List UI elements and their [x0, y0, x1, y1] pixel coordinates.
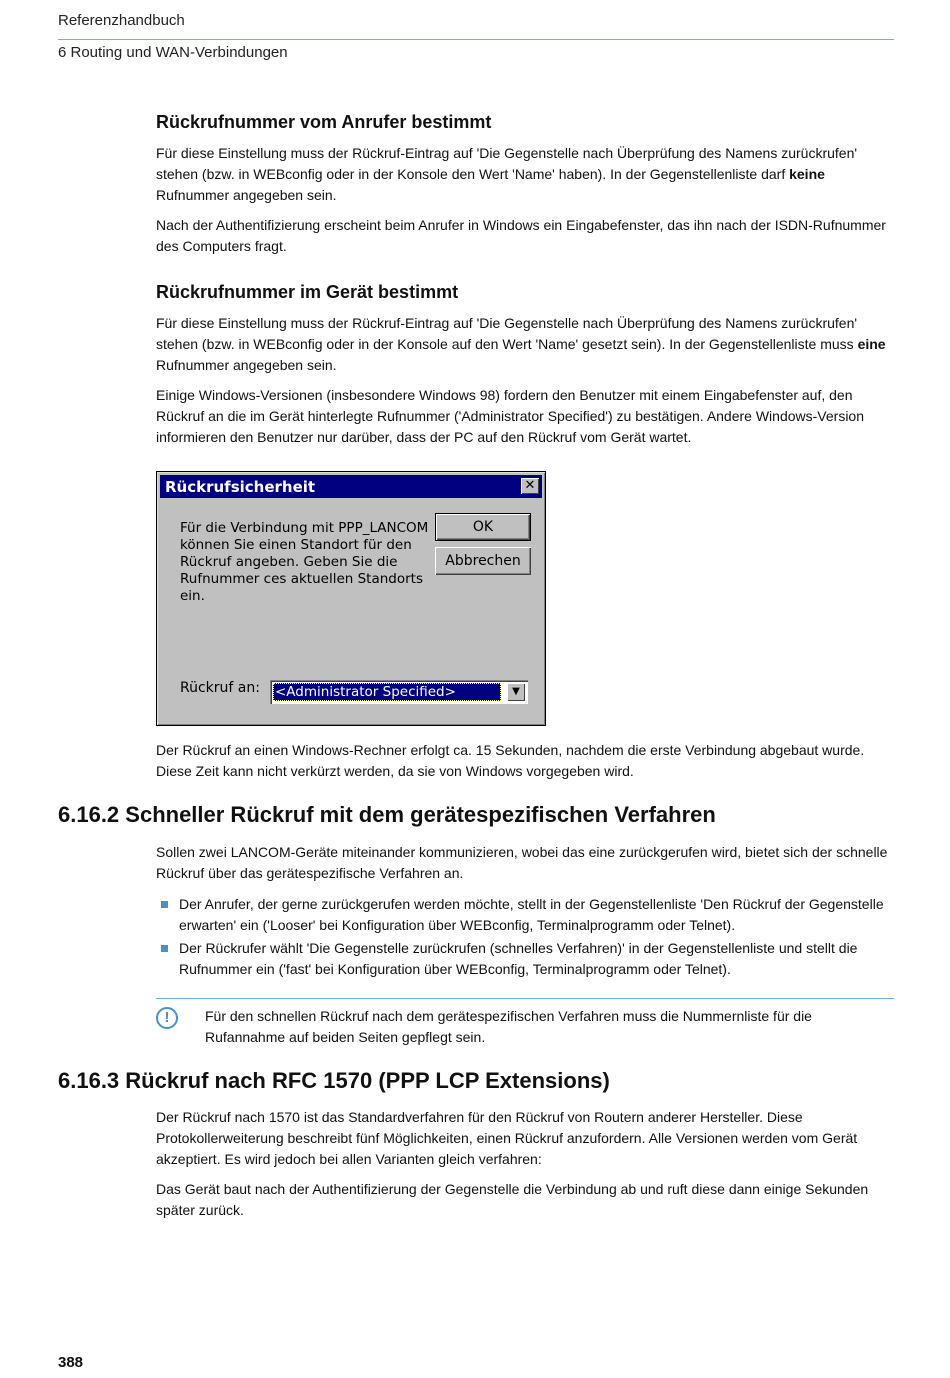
paragraph: Der Rückruf an einen Windows-Rechner erfolgt ca. 15 Sekunden, nachdem die erste Verbindung abgebaut wurde. Diese Zeit kann nicht verkürzt werden, da sie von Windows vorgegeben wird.	[156, 742, 865, 779]
text-run: Rufnummer angegeben sein.	[156, 187, 337, 203]
list-item	[156, 938, 894, 980]
ok-button[interactable]: OK	[435, 513, 531, 541]
dialog-title: Rückrufsicherheit	[165, 478, 316, 496]
running-header-chapter: 6 Routing und WAN-Verbindungen	[58, 44, 288, 61]
info-exclamation-icon: !	[156, 1007, 178, 1029]
section-caller-determined	[156, 112, 894, 257]
paragraph: Sollen zwei LANCOM-Geräte miteinander kommunizieren, wobei das eine zurückgerufen wird, bietet sich der schnelle Rückruf über das gerätespezifische Verfahren an.	[156, 844, 888, 881]
section-6162-heading: 6.16.2 Schneller Rückruf mit dem gerätespezifischen Verfahren	[58, 802, 716, 827]
paragraph: Der Rückruf nach 1570 ist das Standardverfahren für den Rückruf von Routern anderer Hersteller. Diese Protokollerweiterung beschreibt fünf Möglichkeiten, einen Rückruf anzufordern. Alle Versionen werden vom Gerät akzeptiert. Es wird jedoch bei allen Varianten gleich verfahren:	[156, 1109, 858, 1167]
text-run: Rufnummer angegeben sein.	[156, 357, 337, 373]
after-dialog-text	[156, 740, 894, 782]
bullet-list	[156, 894, 894, 980]
callback-field-label: Rückruf an:	[180, 680, 260, 696]
bullet-square-icon	[161, 945, 168, 952]
callback-security-dialog	[156, 471, 546, 726]
section-6163-heading: 6.16.3 Rückruf nach RFC 1570 (PPP LCP Extensions)	[58, 1068, 610, 1093]
section-6162-body	[156, 842, 894, 982]
dialog-message: Für die Verbindung mit PPP_LANCOM können Sie einen Standort für den Rückruf angeben. Geben Sie die Rufnummer ces aktuellen Standorts ein.	[180, 520, 429, 604]
text-run: Für diese Einstellung muss der Rückruf-Eintrag auf 'Die Gegenstelle nach Überprüfung des Namens zurückrufen' stehen (bzw. in WEBconfig oder in der Konsole den Wert 'Name' haben). In der Gegenstellenliste darf	[156, 145, 858, 182]
page-number: 388	[58, 1354, 84, 1371]
paragraph	[156, 143, 894, 206]
close-icon[interactable]: ✕	[521, 478, 539, 494]
paragraph: Das Gerät baut nach der Authentifizierung der Gegenstelle die Verbindung ab und ruft diese dann einige Sekunden später zurück.	[156, 1181, 869, 1218]
selected-value: <Administrator Specified>	[273, 683, 501, 701]
section-heading: Rückrufnummer im Gerät bestimmt	[156, 282, 459, 302]
chevron-down-icon[interactable]: ▼	[507, 683, 525, 701]
list-item	[156, 894, 894, 936]
header-divider	[58, 39, 894, 40]
bullet-square-icon	[161, 901, 168, 908]
list-item-text: Der Rückrufer wählt 'Die Gegenstelle zurückrufen (schnelles Verfahren)' in der Gegenstellenliste und stellt die Rufnummer ein ('fast' bei Konfiguration über WEBconfig, Terminalprogramm oder Telnet).	[179, 940, 858, 977]
emphasis-text: eine	[857, 336, 886, 352]
emphasis-text: keine	[789, 166, 825, 182]
callback-number-select[interactable]	[270, 680, 528, 704]
paragraph: Einige Windows-Versionen (insbesondere Windows 98) fordern den Benutzer mit einem Eingabefenster auf, den Rückruf an die im Gerät hinterlegte Rufnummer ('Administrator Specified') zu bestätigen. Andere Windows-Version informieren den Benutzer nur darüber, dass der PC auf den Rückruf vom Gerät wartet.	[156, 387, 864, 445]
note-box	[205, 1006, 895, 1048]
dialog-titlebar	[160, 475, 542, 498]
running-header-title: Referenzhandbuch	[58, 12, 185, 29]
paragraph: Nach der Authentifizierung erscheint beim Anrufer in Windows ein Eingabefenster, das ihn nach der ISDN-Rufnummer des Computers fragt.	[156, 217, 886, 254]
paragraph	[156, 313, 894, 376]
note-divider	[156, 998, 894, 999]
section-heading: Rückrufnummer vom Anrufer bestimmt	[156, 112, 492, 132]
section-6163-body	[156, 1107, 894, 1221]
note-text: Für den schnellen Rückruf nach dem gerätespezifischen Verfahren muss die Nummernliste für die Rufannahme auf beiden Seiten gepflegt sein.	[205, 1008, 812, 1045]
list-item-text: Der Anrufer, der gerne zurückgerufen werden möchte, stellt in der Gegenstellenliste 'Den Rückruf der Gegenstelle erwarten' ein ('Looser' bei Konfiguration über WEBconfig, Terminalprogramm oder Telnet).	[179, 896, 884, 933]
cancel-button[interactable]: Abbrechen	[435, 547, 531, 575]
section-device-determined	[156, 282, 894, 448]
text-run: Für diese Einstellung muss der Rückruf-Eintrag auf 'Die Gegenstelle nach Überprüfung des Namens zurückrufen' stehen (bzw. in WEBconfig oder in der Konsole auf den Wert 'Name' gesetzt sein). In der Gegenstellenliste muss	[156, 315, 858, 352]
